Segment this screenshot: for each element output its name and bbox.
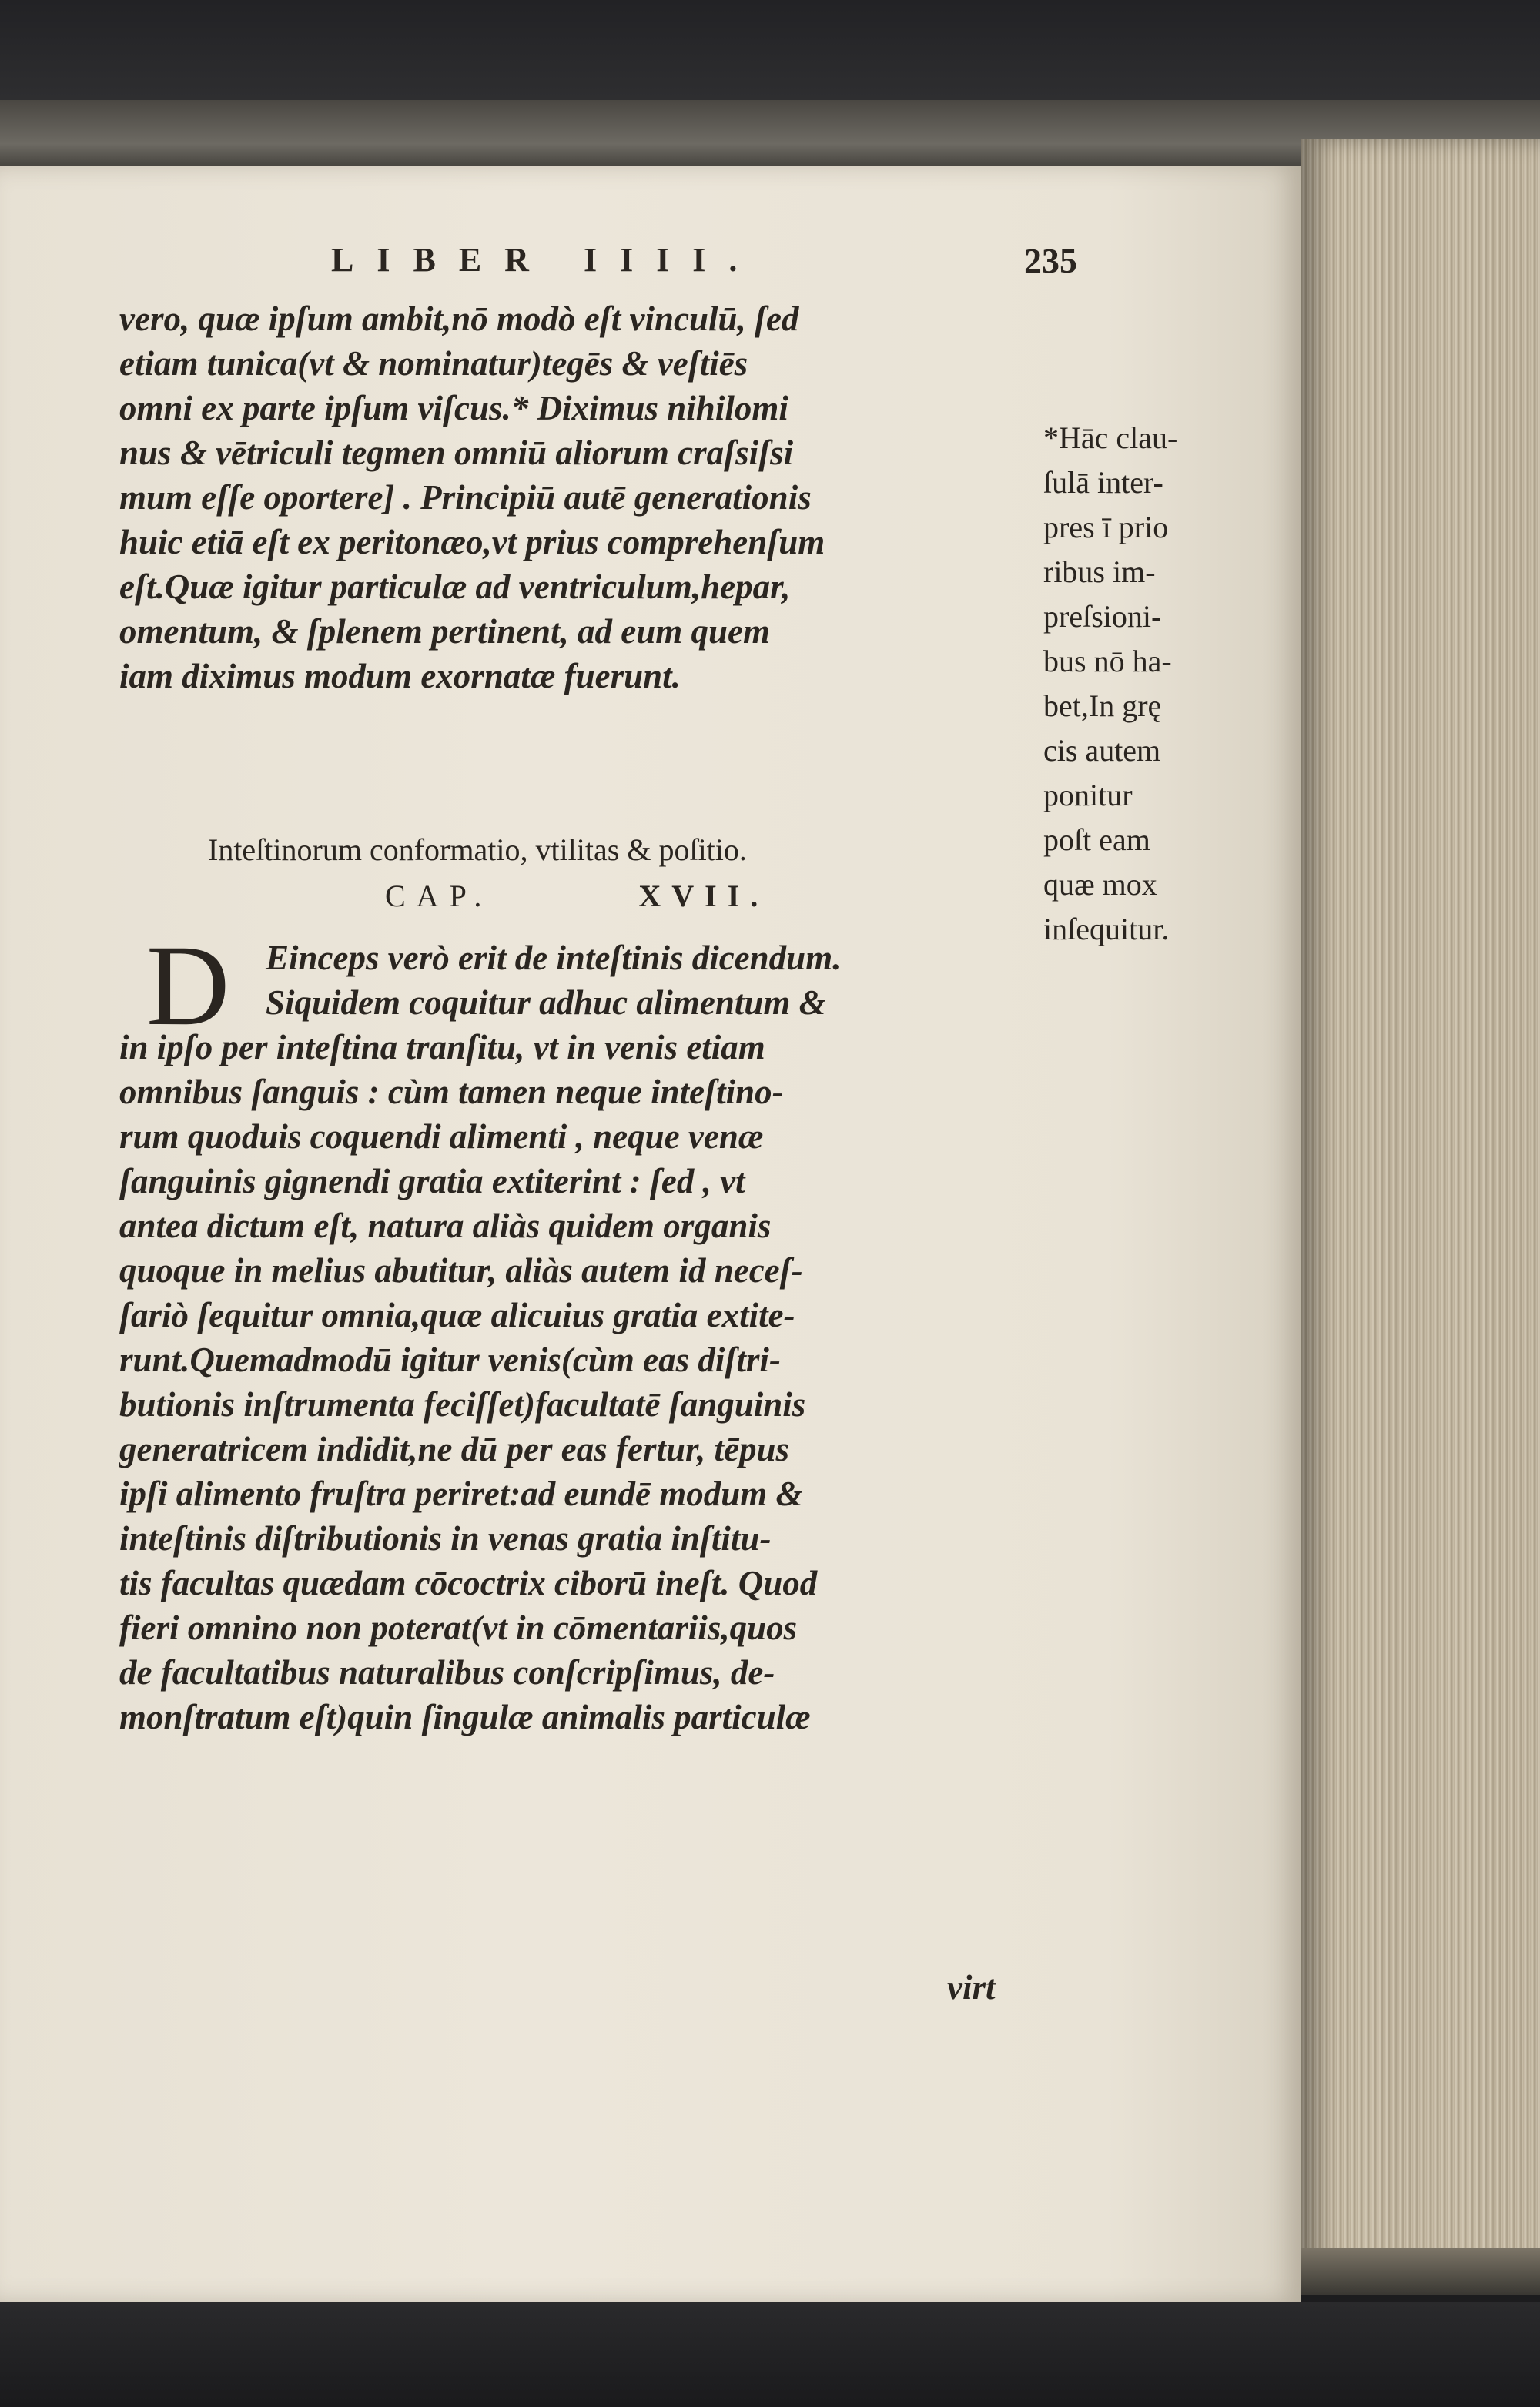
text-line: antea dictum eſt, natura aliàs quidem organis	[119, 1207, 772, 1245]
drop-cap: D	[146, 922, 230, 1050]
text-line: fieri omnino non poterat(vt in cōmentariis,quos	[119, 1609, 798, 1647]
margin-line: bus nō ha-	[1043, 644, 1172, 678]
text-line: butionis inſtrumenta feciſſet)facultatē ſanguinis	[119, 1385, 806, 1424]
margin-line: bet,In grę	[1043, 688, 1162, 723]
text-line: tis facultas quædam cōcoctrix ciborū ineſt. Quod	[119, 1564, 818, 1602]
margin-line: ſulā inter-	[1043, 465, 1163, 500]
margin-line: pres ī prio	[1043, 510, 1169, 544]
background-top	[0, 0, 1540, 108]
text-line: ipſi alimento fruſtra periret:ad eundē modum &	[119, 1475, 803, 1513]
running-head: LIBER IIII.	[331, 241, 761, 279]
page-stack-edge	[1301, 139, 1540, 2287]
text-line: etiam tunica(vt & nominatur)tegēs & veſtiēs	[119, 344, 748, 383]
margin-line: preſsioni-	[1043, 599, 1162, 634]
marginal-note	[1043, 416, 1240, 952]
text-line: rum quoduis coquendi alimenti , neque venæ	[119, 1117, 764, 1156]
margin-line: ponitur	[1043, 778, 1133, 812]
catchword: virt	[947, 1968, 996, 2007]
text-line: de facultatibus naturalibus conſcripſimus, de-	[119, 1653, 775, 1692]
text-block-top	[119, 296, 1055, 698]
margin-line: quæ mox	[1043, 867, 1157, 902]
background-bottom	[0, 2302, 1540, 2407]
text-line: Einceps verò erit de inteſtinis dicendum.	[266, 939, 842, 977]
margin-line: *Hāc clau-	[1043, 420, 1178, 455]
text-line: monſtratum eſt)quin ſingulæ animalis particulæ	[119, 1698, 811, 1736]
chapter-number: XVII.	[638, 879, 769, 913]
chapter-title: Inteſtinorum conformatio, vtilitas & poſitio.	[208, 832, 747, 867]
margin-line: cis autem	[1043, 733, 1161, 768]
chapter-label: CAP.	[385, 879, 493, 913]
text-line: omni ex parte ipſum viſcus.* Diximus nihilomi	[119, 389, 788, 427]
text-line: nus & vētriculi tegmen omniū aliorum craſsiſsi	[119, 434, 794, 472]
text-line: generatricem indidit,ne dū per eas fertur, tēpus	[119, 1430, 790, 1468]
page-stack-shadow	[1301, 2248, 1540, 2295]
chapter-heading	[385, 878, 768, 914]
text-line: iam diximus modum exornatæ fuerunt.	[119, 657, 681, 695]
text-line: omentum, & ſplenem pertinent, ad eum quem	[119, 612, 771, 651]
text-line: huic etiā eſt ex peritonæo,vt prius comprehenſum	[119, 523, 825, 561]
text-line: vero, quæ ipſum ambit,nō modò eſt vinculū, ſed	[119, 300, 799, 338]
text-line: runt.Quemadmodū igitur venis(cùm eas diſtri-	[119, 1341, 781, 1379]
margin-line: inſequitur.	[1043, 912, 1170, 946]
text-line: mum eſſe oportere] . Principiū autē generationis	[119, 478, 812, 517]
text-line: inteſtinis diſtributionis in venas gratia inſtitu-	[119, 1519, 772, 1558]
text-block-chapter	[119, 936, 1055, 1739]
text-line: in ipſo per inteſtina tranſitu, vt in venis etiam	[119, 1028, 765, 1066]
page-number: 235	[1024, 241, 1077, 280]
text-line: ſariò ſequitur omnia,quæ alicuius gratia extite-	[119, 1296, 795, 1334]
margin-line: poſt eam	[1043, 822, 1150, 857]
text-line: quoque in melius abutitur, aliàs autem id neceſ-	[119, 1251, 803, 1290]
text-line: eſt.Quæ igitur particulæ ad ventriculum,hepar,	[119, 567, 791, 606]
text-line: Siquidem coquitur adhuc alimentum &	[266, 983, 826, 1022]
text-line: ſanguinis gignendi gratia extiterint : ſed , vt	[119, 1162, 745, 1200]
margin-line: ribus im-	[1043, 554, 1156, 589]
text-line: omnibus ſanguis : cùm tamen neque inteſtino-	[119, 1073, 784, 1111]
